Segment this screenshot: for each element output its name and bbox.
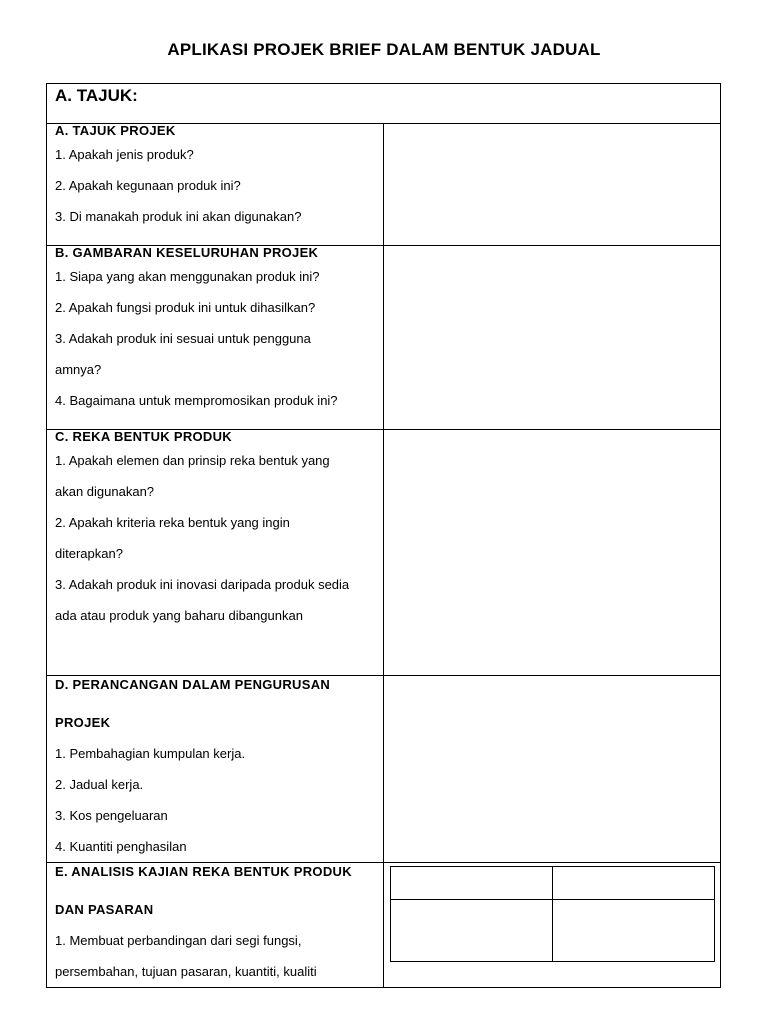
section-c-title: C. REKA BENTUK PRODUK — [55, 429, 232, 444]
section-e-questions — [47, 863, 384, 988]
section-b-line-5: 4. Bagaimana untuk mempromosikan produk ini? — [55, 393, 338, 408]
heading-label: A. TAJUK: — [55, 86, 138, 105]
section-a-title: A. TAJUK PROJEK — [55, 123, 176, 138]
comparison-cell[interactable] — [391, 867, 553, 900]
section-d-answer-cell[interactable] — [384, 676, 721, 863]
section-b-line-3: 3. Adakah produk ini sesuai untuk pengguna — [55, 331, 311, 346]
heading-cell — [47, 84, 721, 124]
section-d-title-1: D. PERANCANGAN DALAM PENGURUSAN — [55, 677, 331, 692]
section-b-title: B. GAMBARAN KESELURUHAN PROJEK — [55, 245, 319, 260]
section-e-answer-cell — [384, 863, 721, 988]
comparison-cell[interactable] — [553, 900, 715, 962]
section-a-line-1: 1. Apakah jenis produk? — [55, 147, 194, 162]
section-a-answer-cell[interactable] — [384, 124, 721, 246]
heading-row — [47, 84, 721, 124]
section-a-line-3: 3. Di manakah produk ini akan digunakan? — [55, 209, 302, 224]
section-e-line-2: persembahan, tujuan pasaran, kuantiti, kualiti — [55, 964, 317, 979]
section-b-line-1: 1. Siapa yang akan menggunakan produk ini? — [55, 269, 320, 284]
section-d-line-1: 1. Pembahagian kumpulan kerja. — [55, 746, 246, 761]
comparison-header-row — [391, 867, 715, 900]
comparison-body-row — [391, 900, 715, 962]
section-e-title-2: DAN PASARAN — [55, 902, 154, 917]
section-b-answer-cell[interactable] — [384, 246, 721, 430]
section-row-c — [47, 430, 721, 676]
section-row-d — [47, 676, 721, 863]
section-c-line-5: 3. Adakah produk ini inovasi daripada produk sedia — [55, 577, 350, 592]
section-a-questions — [47, 124, 384, 246]
section-a-line-2: 2. Apakah kegunaan produk ini? — [55, 178, 241, 193]
section-d-questions — [47, 676, 384, 863]
section-e-title-1: E. ANALISIS KAJIAN REKA BENTUK PRODUK — [55, 864, 352, 879]
project-brief-table — [46, 83, 721, 988]
section-c-line-6: ada atau produk yang baharu dibangunkan — [55, 608, 303, 623]
section-c-line-3: 2. Apakah kriteria reka bentuk yang ingin — [55, 515, 290, 530]
section-d-title-2: PROJEK — [55, 715, 111, 730]
section-c-line-4: diterapkan? — [55, 546, 123, 561]
section-b-line-2: 2. Apakah fungsi produk ini untuk dihasilkan? — [55, 300, 316, 315]
comparison-cell[interactable] — [553, 867, 715, 900]
comparison-subtable — [390, 866, 715, 962]
section-d-line-2: 2. Jadual kerja. — [55, 777, 144, 792]
section-c-answer-cell[interactable] — [384, 430, 721, 676]
section-d-line-4: 4. Kuantiti penghasilan — [55, 839, 187, 854]
document-title: APLIKASI PROJEK BRIEF DALAM BENTUK JADUAL — [167, 40, 601, 59]
section-row-e — [47, 863, 721, 988]
section-e-line-1: 1. Membuat perbandingan dari segi fungsi, — [55, 933, 302, 948]
section-b-questions — [47, 246, 384, 430]
section-b-line-4: amnya? — [55, 362, 102, 377]
comparison-cell[interactable] — [391, 900, 553, 962]
section-d-line-3: 3. Kos pengeluaran — [55, 808, 168, 823]
section-c-line-1: 1. Apakah elemen dan prinsip reka bentuk yang — [55, 453, 330, 468]
section-row-b — [47, 246, 721, 430]
section-c-line-2: akan digunakan? — [55, 484, 155, 499]
section-row-a — [47, 124, 721, 246]
section-c-questions — [47, 430, 384, 676]
